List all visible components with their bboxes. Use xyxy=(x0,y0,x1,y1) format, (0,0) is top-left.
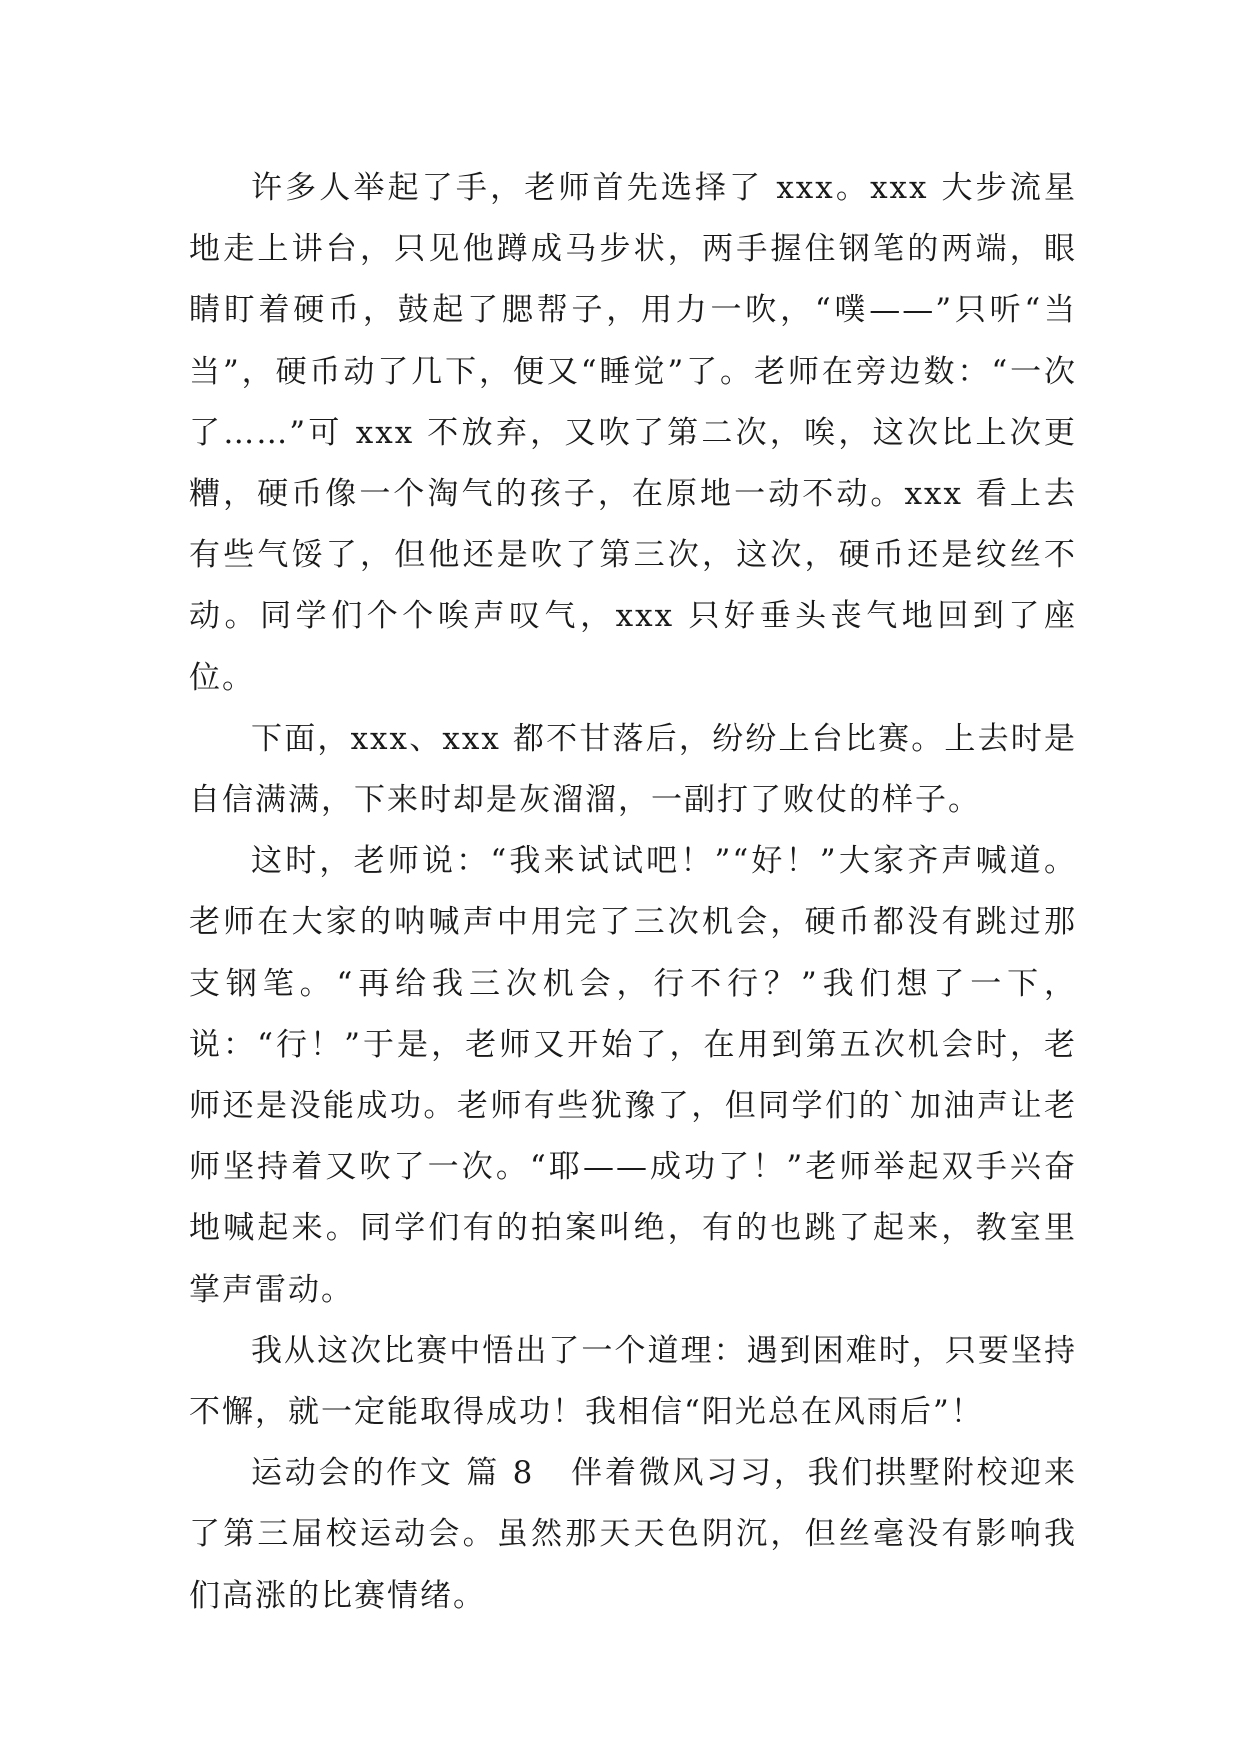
section-heading: 运动会的作文 篇 8 xyxy=(251,1455,535,1492)
paragraph-2: 下面，xxx、xxx 都不甘落后，纷纷上台比赛。上去时是自信满满，下来时却是灰溜溜，一副打了败仗的样子。 xyxy=(189,720,1077,819)
paragraph-1: 许多人举起了手，老师首先选择了 xxx。xxx 大步流星地走上讲台，只见他蹲成马步状，两手握住钢笔的两端，眼睛盯着硬币，鼓起了腮帮子，用力一吹，“噗——”只听“当当”，硬币动了几下，便又“睡觉”了。老师在旁边数：“一次了……”可 xxx 不放弃，又吹了第二次，唉，这次比上次更糟，硬币像一个淘气的孩子，在原地一动不动。xxx 看上去有些气馁了，但他还是吹了第三次，这次，硬币还是纹丝不动。同学们个个唉声叹气，xxx 只好垂头丧气地回到了座位。 xyxy=(189,170,1077,696)
paragraph-3: 这时，老师说：“我来试试吧！”“好！”大家齐声喊道。老师在大家的呐喊声中用完了三次机会，硬币都没有跳过那支钢笔。“再给我三次机会，行不行？”我们想了一下，说：“行！”于是，老师又开始了，在用到第五次机会时，老师还是没能成功。老师有些犹豫了，但同学们的`加油声让老师坚持着又吹了一次。“耶——成功了！”老师举起双手兴奋地喊起来。同学们有的拍案叫绝，有的也跳了起来，教室里掌声雷动。 xyxy=(189,843,1077,1308)
document-body xyxy=(189,158,1077,1627)
section-paragraph xyxy=(189,1443,1077,1627)
paragraph-4: 我从这次比赛中悟出了一个道理：遇到困难时，只要坚持不懈，就一定能取得成功！我相信“阳光总在风雨后”！ xyxy=(189,1332,1077,1431)
section-body: 伴着微风习习，我们拱墅附校迎来了第三届校运动会。虽然那天天色阴沉，但丝毫没有影响我们高涨的比赛情绪。 xyxy=(189,1455,1078,1614)
